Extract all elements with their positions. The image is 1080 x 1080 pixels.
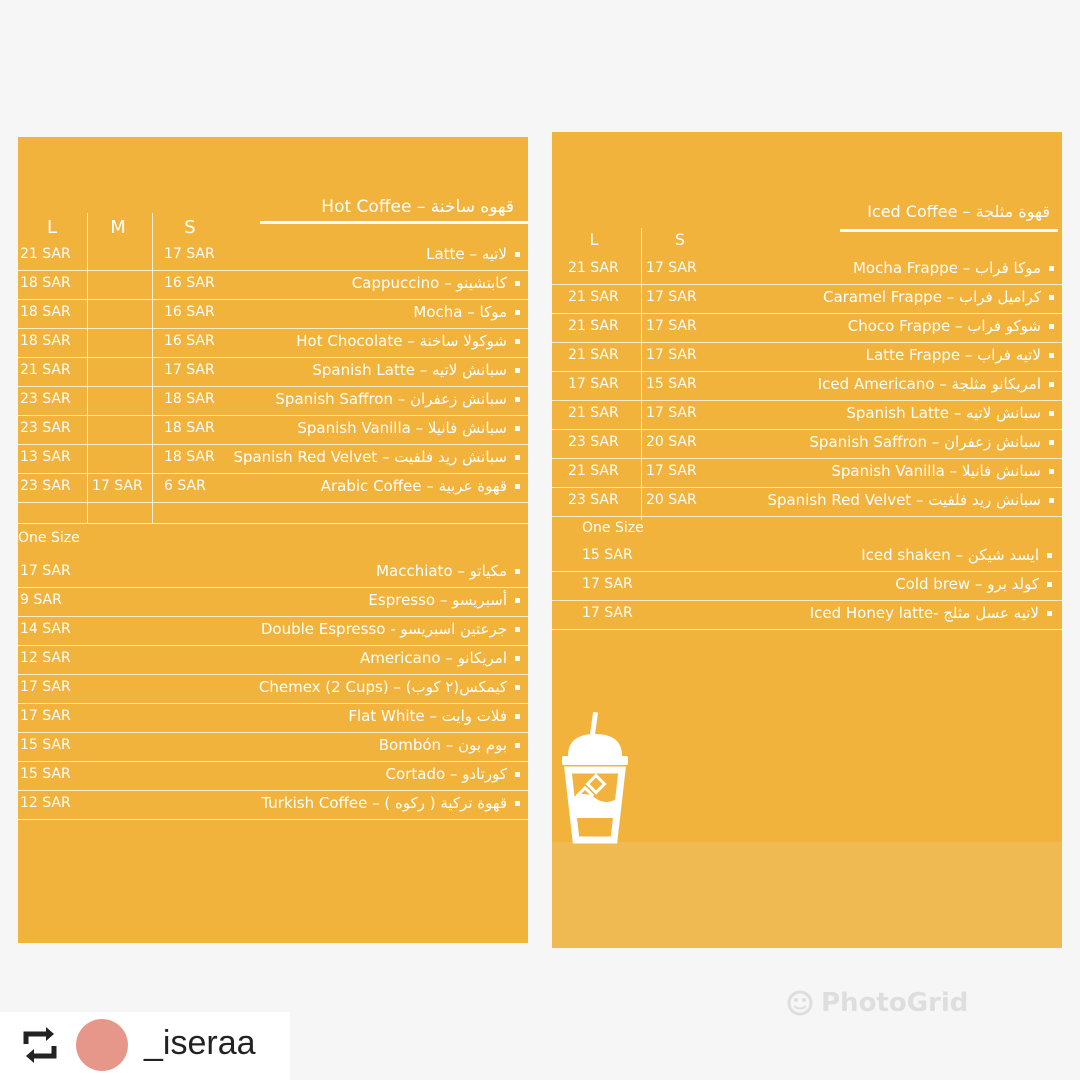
price-small: 20 SAR bbox=[646, 492, 697, 508]
menu-item-name bbox=[848, 317, 1054, 335]
price-large: 23 SAR bbox=[20, 391, 71, 407]
price-large: 23 SAR bbox=[20, 478, 71, 494]
price-small: 15 SAR bbox=[646, 376, 697, 392]
price-small: 17 SAR bbox=[646, 318, 697, 334]
price: 17 SAR bbox=[582, 576, 633, 592]
price-large: 18 SAR bbox=[20, 333, 71, 349]
bullet-icon bbox=[515, 772, 520, 777]
menu-item-name bbox=[259, 678, 520, 696]
bullet-icon bbox=[1049, 469, 1054, 474]
hot-one-size-label: One Size bbox=[18, 530, 80, 546]
menu-item-label: Arabic Coffee – قهوة عربية bbox=[320, 477, 507, 495]
menu-item-label: Iced shaken – ايسد شيكن bbox=[861, 546, 1039, 564]
bullet-icon bbox=[515, 598, 520, 603]
price-medium: 17 SAR bbox=[92, 478, 143, 494]
menu-item-label: Chemex (2 Cups) – كيمكس(٢ كوب) bbox=[258, 678, 507, 696]
menu-item-label: Choco Frappe – شوكو فراب bbox=[847, 317, 1041, 335]
menu-item-label: Iced Americano – امريكانو مثلجة bbox=[817, 375, 1041, 393]
menu-item-label: Americano – امريكانو bbox=[359, 649, 507, 667]
menu-item-label: Spanish Saffron – سبانش زعفران bbox=[275, 390, 507, 408]
price: 17 SAR bbox=[20, 679, 71, 695]
panel-bottom-band bbox=[552, 842, 1062, 948]
price-large: 18 SAR bbox=[20, 304, 71, 320]
price-small: 18 SAR bbox=[164, 449, 215, 465]
price-large: 18 SAR bbox=[20, 275, 71, 291]
price: 17 SAR bbox=[582, 605, 633, 621]
hot-coffee-menu-panel bbox=[18, 137, 528, 943]
menu-item-name bbox=[379, 736, 520, 754]
price: 17 SAR bbox=[20, 708, 71, 724]
bullet-icon bbox=[515, 484, 520, 489]
price: 15 SAR bbox=[582, 547, 633, 563]
photogrid-text: PhotoGrid bbox=[821, 988, 969, 1018]
menu-item-name bbox=[853, 259, 1054, 277]
menu-row bbox=[18, 473, 528, 503]
price-small: 16 SAR bbox=[164, 304, 215, 320]
menu-row bbox=[552, 458, 1062, 488]
menu-item-label: Spanish Red Velvet – سبانش ريد فلفيت bbox=[233, 448, 507, 466]
hot-title-underline bbox=[260, 221, 528, 224]
price-large: 23 SAR bbox=[568, 434, 619, 450]
bullet-icon bbox=[515, 368, 520, 373]
bullet-icon bbox=[515, 656, 520, 661]
bullet-icon bbox=[1047, 611, 1052, 616]
price: 15 SAR bbox=[20, 766, 71, 782]
menu-item-name bbox=[321, 477, 520, 495]
price-small: 17 SAR bbox=[646, 260, 697, 276]
bullet-icon bbox=[1049, 353, 1054, 358]
menu-row bbox=[552, 542, 1062, 572]
menu-row bbox=[552, 429, 1062, 459]
menu-item-label: Spanish Saffron – سبانش زعفران bbox=[809, 433, 1041, 451]
bullet-icon bbox=[515, 455, 520, 460]
menu-item-name bbox=[767, 491, 1054, 509]
bullet-icon bbox=[1049, 382, 1054, 387]
menu-item-name bbox=[413, 303, 520, 321]
menu-item-name bbox=[818, 375, 1054, 393]
menu-row bbox=[18, 415, 528, 445]
menu-item-label: Cappuccino – كابتشينو bbox=[351, 274, 507, 292]
menu-row bbox=[18, 674, 528, 704]
price-large: 21 SAR bbox=[20, 362, 71, 378]
price-large: 21 SAR bbox=[568, 405, 619, 421]
price-small: 17 SAR bbox=[646, 347, 697, 363]
iced-one-size-label: One Size bbox=[582, 520, 644, 536]
menu-row bbox=[18, 328, 528, 358]
price-small: 6 SAR bbox=[164, 478, 206, 494]
menu-row bbox=[18, 645, 528, 675]
price-large: 17 SAR bbox=[568, 376, 619, 392]
price-small: 16 SAR bbox=[164, 275, 215, 291]
menu-item-label: Spanish Vanilla – سبانش فانيلا bbox=[297, 419, 507, 437]
bullet-icon bbox=[515, 310, 520, 315]
price: 12 SAR bbox=[20, 795, 71, 811]
iced-coffee-title: Iced Coffee – قهوة مثلجة bbox=[867, 202, 1050, 221]
avatar[interactable] bbox=[76, 1019, 128, 1071]
menu-item-name bbox=[846, 404, 1054, 422]
menu-item-name bbox=[296, 332, 520, 350]
price-large: 21 SAR bbox=[568, 347, 619, 363]
menu-row bbox=[18, 386, 528, 416]
bullet-icon bbox=[1049, 295, 1054, 300]
bullet-icon bbox=[515, 281, 520, 286]
menu-row bbox=[18, 732, 528, 762]
menu-row bbox=[18, 270, 528, 300]
col-head-s: S bbox=[184, 217, 196, 238]
bullet-icon bbox=[515, 685, 520, 690]
menu-row bbox=[552, 571, 1062, 601]
menu-item-label: Macchiato – مكياتو bbox=[376, 562, 507, 580]
menu-item-label: Cortado – كورتادو bbox=[385, 765, 507, 783]
photogrid-logo-icon bbox=[785, 990, 815, 1016]
menu-item-name bbox=[297, 419, 520, 437]
menu-row bbox=[552, 313, 1062, 343]
price-large: 21 SAR bbox=[568, 318, 619, 334]
menu-item-name bbox=[866, 346, 1054, 364]
menu-item-label: Spanish Vanilla – سبانش فانيلا bbox=[831, 462, 1041, 480]
menu-item-label: Latte Frappe – لاتيه فراب bbox=[865, 346, 1041, 364]
menu-item-name bbox=[261, 620, 520, 638]
menu-row bbox=[552, 371, 1062, 401]
bullet-icon bbox=[515, 339, 520, 344]
menu-item-label: Spanish Latte – سبانش لاتيه bbox=[846, 404, 1041, 422]
iced-coffee-menu-panel bbox=[552, 132, 1062, 948]
hot-coffee-title: Hot Coffee – قهوه ساخنة bbox=[321, 197, 514, 217]
menu-item-name bbox=[861, 546, 1052, 564]
price: 9 SAR bbox=[20, 592, 62, 608]
bullet-icon bbox=[1049, 324, 1054, 329]
menu-row bbox=[18, 299, 528, 329]
menu-item-name bbox=[809, 433, 1054, 451]
price-small: 18 SAR bbox=[164, 391, 215, 407]
menu-row bbox=[552, 600, 1062, 630]
price-large: 21 SAR bbox=[568, 260, 619, 276]
bullet-icon bbox=[1047, 582, 1052, 587]
menu-item-label: Mocha – موكا bbox=[413, 303, 507, 321]
bullet-icon bbox=[515, 743, 520, 748]
menu-row bbox=[18, 444, 528, 474]
bullet-icon bbox=[1047, 553, 1052, 558]
bullet-icon bbox=[515, 569, 520, 574]
menu-item-label: Double Espresso - جرعتين اسبريسو bbox=[260, 620, 507, 638]
iced-col-head-s: S bbox=[674, 230, 686, 249]
price-small: 20 SAR bbox=[646, 434, 697, 450]
menu-item-name bbox=[376, 562, 520, 580]
menu-item-label: Hot Chocolate – شوكولا ساخنة bbox=[296, 332, 507, 350]
menu-item-name bbox=[233, 448, 520, 466]
menu-item-name bbox=[810, 604, 1052, 622]
price-small: 17 SAR bbox=[646, 405, 697, 421]
price-large: 21 SAR bbox=[568, 289, 619, 305]
bullet-icon bbox=[1049, 266, 1054, 271]
menu-item-name bbox=[312, 361, 520, 379]
menu-item-name bbox=[275, 390, 520, 408]
menu-row bbox=[552, 284, 1062, 314]
menu-item-label: Latte – لاتيه bbox=[426, 245, 507, 263]
menu-row bbox=[18, 616, 528, 646]
menu-item-label: Espresso – أسبريسو bbox=[368, 591, 507, 609]
menu-item-label: Flat White – فلات وايت bbox=[348, 707, 507, 725]
price-small: 17 SAR bbox=[164, 246, 215, 262]
bullet-icon bbox=[515, 627, 520, 632]
menu-row bbox=[552, 487, 1062, 517]
menu-item-label: Spanish Latte – سبانش لاتيه bbox=[312, 361, 507, 379]
bullet-icon bbox=[515, 252, 520, 257]
menu-item-label: Spanish Red Velvet – سبانش ريد فلفيت bbox=[767, 491, 1041, 509]
menu-item-label: Bombón – بوم بون bbox=[378, 736, 507, 754]
price: 17 SAR bbox=[20, 563, 71, 579]
menu-item-name bbox=[895, 575, 1052, 593]
iced-title-underline bbox=[840, 229, 1058, 232]
photogrid-watermark bbox=[785, 988, 968, 1018]
price-small: 18 SAR bbox=[164, 420, 215, 436]
bullet-icon bbox=[515, 801, 520, 806]
price-small: 16 SAR bbox=[164, 333, 215, 349]
menu-row bbox=[18, 703, 528, 733]
price-large: 23 SAR bbox=[568, 492, 619, 508]
bullet-icon bbox=[1049, 440, 1054, 445]
menu-item-name bbox=[823, 288, 1054, 306]
menu-item-name bbox=[426, 245, 520, 263]
menu-row bbox=[18, 241, 528, 271]
menu-row bbox=[552, 400, 1062, 430]
menu-row bbox=[552, 342, 1062, 372]
iced-col-head-l: L bbox=[589, 230, 599, 249]
price-large: 23 SAR bbox=[20, 420, 71, 436]
price: 15 SAR bbox=[20, 737, 71, 753]
menu-item-name bbox=[368, 591, 520, 609]
price-small: 17 SAR bbox=[646, 289, 697, 305]
col-head-l: L bbox=[46, 217, 58, 238]
price: 12 SAR bbox=[20, 650, 71, 666]
menu-item-name bbox=[360, 649, 520, 667]
bullet-icon bbox=[1049, 411, 1054, 416]
bullet-icon bbox=[515, 714, 520, 719]
repost-icon[interactable] bbox=[20, 1024, 60, 1066]
menu-row bbox=[18, 761, 528, 791]
price-small: 17 SAR bbox=[646, 463, 697, 479]
menu-row bbox=[18, 558, 528, 588]
menu-row bbox=[552, 255, 1062, 285]
menu-item-name bbox=[348, 707, 520, 725]
price-large: 21 SAR bbox=[20, 246, 71, 262]
price-large: 13 SAR bbox=[20, 449, 71, 465]
menu-item-name bbox=[352, 274, 520, 292]
menu-item-name bbox=[386, 765, 520, 783]
iced-drink-cup-icon bbox=[560, 712, 630, 844]
menu-row bbox=[18, 587, 528, 617]
menu-item-label: Cold brew – كولد برو bbox=[895, 575, 1039, 593]
menu-item-name bbox=[831, 462, 1054, 480]
menu-item-label: Caramel Frappe – كراميل فراب bbox=[822, 288, 1041, 306]
bullet-icon bbox=[515, 397, 520, 402]
bullet-icon bbox=[1049, 498, 1054, 503]
price: 14 SAR bbox=[20, 621, 71, 637]
menu-item-label: Iced Honey latte- لاتيه عسل مثلج bbox=[809, 604, 1039, 622]
menu-row bbox=[18, 790, 528, 820]
section-divider bbox=[18, 523, 528, 524]
menu-item-name bbox=[261, 794, 520, 812]
username[interactable]: _iseraa bbox=[144, 1024, 256, 1062]
price-small: 17 SAR bbox=[164, 362, 215, 378]
menu-item-label: Turkish Coffee – قهوة تركية ( ركوه ) bbox=[261, 794, 507, 812]
price-large: 21 SAR bbox=[568, 463, 619, 479]
bullet-icon bbox=[515, 426, 520, 431]
col-head-m: M bbox=[110, 217, 126, 238]
menu-row bbox=[18, 357, 528, 387]
menu-item-label: Mocha Frappe – موكا فراب bbox=[852, 259, 1041, 277]
